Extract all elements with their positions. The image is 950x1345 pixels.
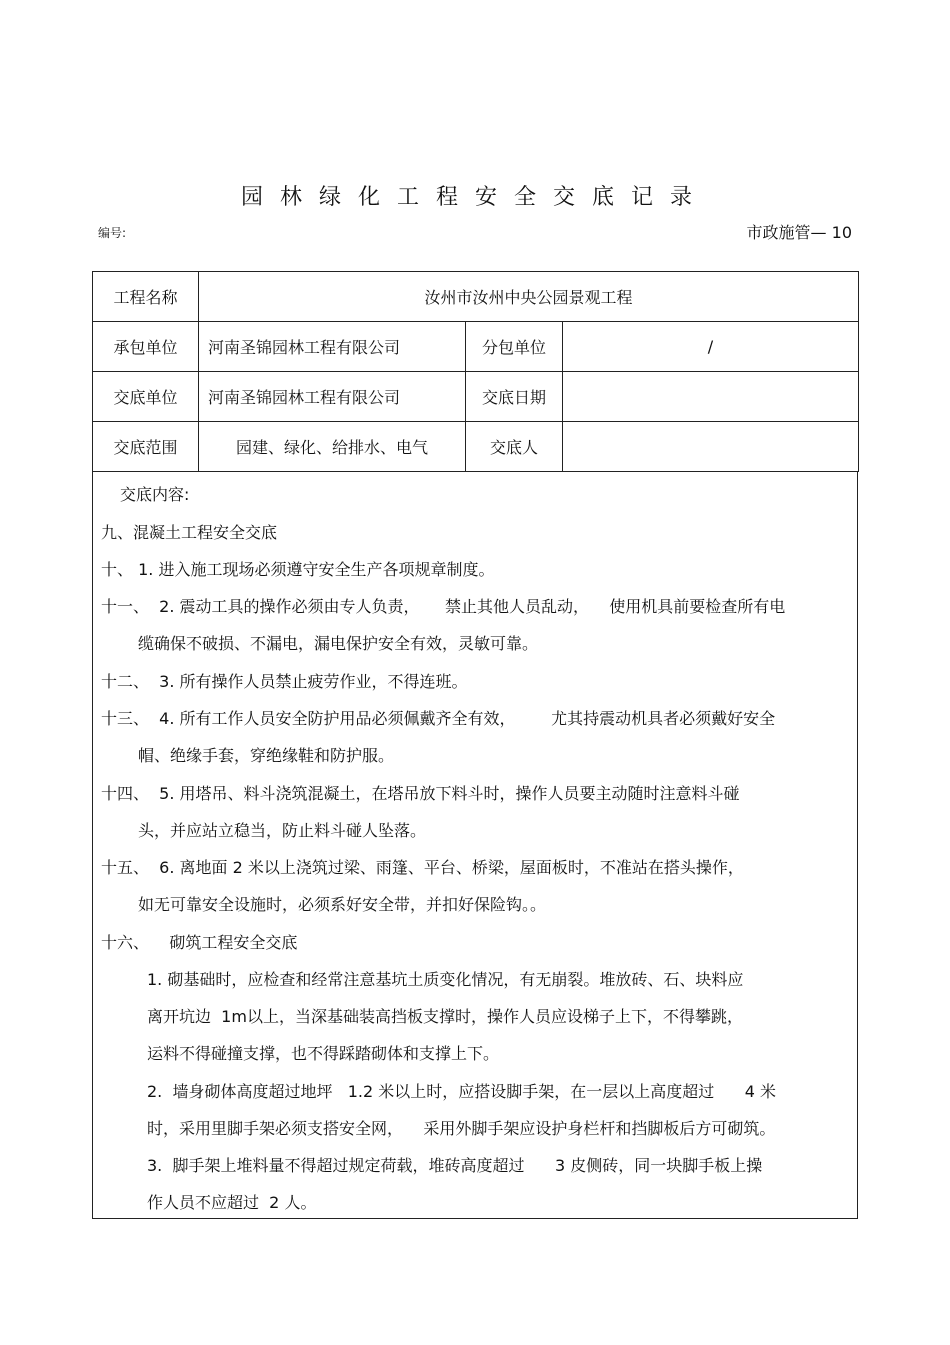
row-project-name [93, 272, 859, 322]
row-scope [93, 422, 859, 472]
briefing-date-value [563, 372, 859, 422]
content-line: 十二、 3. 所有操作人员禁止疲劳作业，不得连班。 [101, 672, 468, 691]
content-line: 头，并应站立稳当，防止料斗碰人坠落。 [138, 821, 427, 840]
content-line: 3. 脚手架上堆料量不得超过规定荷载，堆砖高度超过 3 皮侧砖，同一块脚手板上操 [147, 1156, 763, 1175]
content-line: 十五、 6. 离地面 2 米以上浇筑过梁、雨篷、平台、桥梁，屋面板时，不准站在搭头操作， [101, 858, 744, 877]
info-table [92, 271, 859, 472]
contractor-label: 承包单位 [93, 322, 199, 372]
content-line: 缆确保不破损、不漏电，漏电保护安全有效，灵敏可靠。 [138, 634, 539, 653]
briefer-label: 交底人 [466, 422, 563, 472]
content-line: 十一、 2. 震动工具的操作必须由专人负责， 禁止其他人员乱动， 使用机具前要检查所有电 [101, 597, 786, 616]
content-line: 如无可靠安全设施时，必须系好安全带，并扣好保险钩。。 [138, 895, 547, 914]
content-line: 作人员不应超过 2 人。 [147, 1193, 317, 1212]
project-name-value: 汝州市汝州中央公园景观工程 [199, 272, 859, 322]
content-line: 2. 墙身砌体高度超过地坪 1.2 米以上时，应搭设脚手架，在一层以上高度超过 4 米 [147, 1082, 777, 1101]
subcontractor-label: 分包单位 [466, 322, 563, 372]
form-code: 市政施管— 10 [746, 223, 852, 242]
briefing-date-label: 交底日期 [466, 372, 563, 422]
briefer-value [563, 422, 859, 472]
subcontractor-value: / [563, 322, 859, 372]
briefing-unit-label: 交底单位 [93, 372, 199, 422]
content-line: 运料不得碰撞支撑，也不得踩踏砌体和支撑上下。 [147, 1044, 500, 1063]
serial-number-label: 编号: [98, 226, 127, 240]
content-line: 离开坑边 1m以上，当深基础装高挡板支撑时，操作人员应设梯子上下，不得攀跳， [147, 1007, 743, 1026]
document-title: 园林绿化工程安全交底记录 [240, 185, 709, 210]
scope-label: 交底范围 [93, 422, 199, 472]
briefing-content-box [92, 472, 858, 1219]
content-line: 帽、绝缘手套，穿绝缘鞋和防护服。 [138, 746, 395, 765]
project-name-label: 工程名称 [93, 272, 199, 322]
content-line: 十、 1. 进入施工现场必须遵守安全生产各项规章制度。 [101, 560, 495, 579]
content-heading: 交底内容: [120, 485, 190, 504]
row-briefing-unit [93, 372, 859, 422]
content-line: 十四、 5. 用塔吊、料斗浇筑混凝土，在塔吊放下料斗时，操作人员要主动随时注意料斗碰 [101, 784, 740, 803]
content-line: 时，采用里脚手架必须支搭安全网， 采用外脚手架应设护身栏杆和挡脚板后方可砌筑。 [147, 1119, 776, 1138]
content-line: 1. 砌基础时，应检查和经常注意基坑土质变化情况，有无崩裂。堆放砖、石、块料应 [147, 970, 744, 989]
content-line: 十六、 砌筑工程安全交底 [101, 933, 298, 952]
scope-value: 园建、绿化、给排水、电气 [199, 422, 466, 472]
content-line: 九、混凝土工程安全交底 [101, 523, 278, 542]
row-contractor [93, 322, 859, 372]
briefing-unit-value: 河南圣锦园林工程有限公司 [199, 372, 466, 422]
contractor-value: 河南圣锦园林工程有限公司 [199, 322, 466, 372]
content-line: 十三、 4. 所有工作人员安全防护用品必须佩戴齐全有效， 尤其持震动机具者必须戴好安全 [101, 709, 776, 728]
